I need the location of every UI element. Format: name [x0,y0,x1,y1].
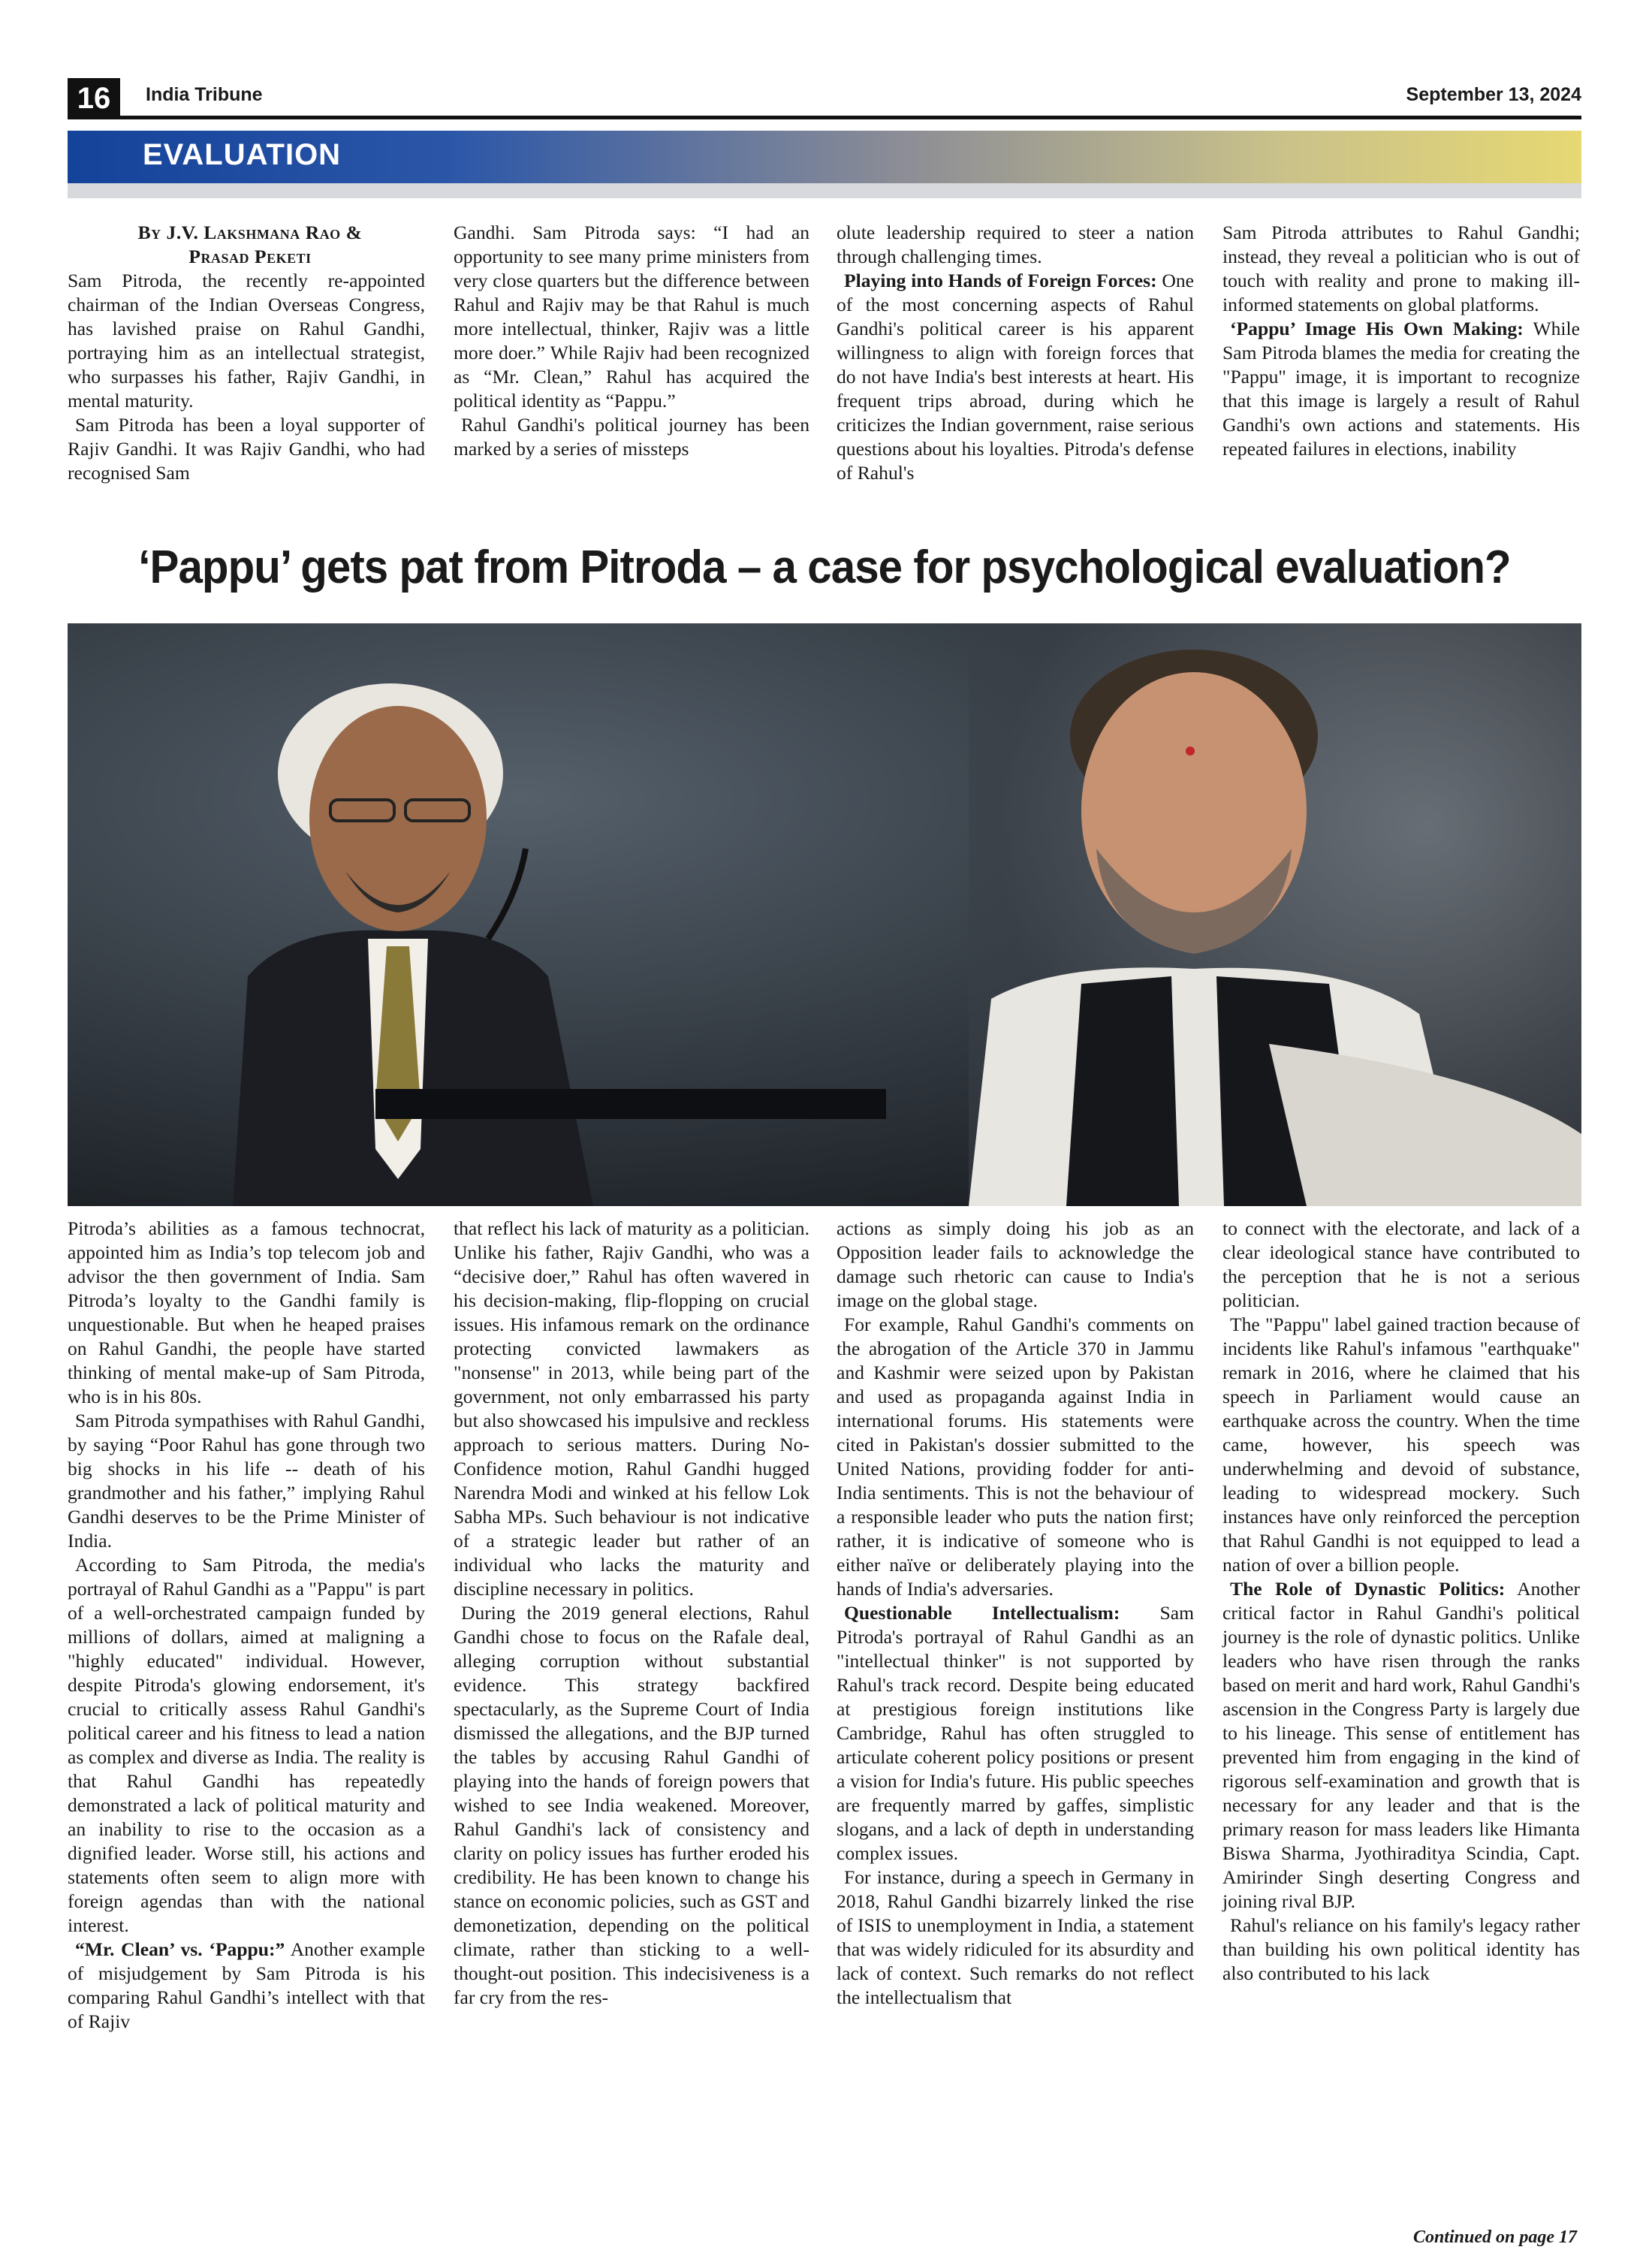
paragraph: Sam Pitroda, the recently re-appointed chairman of the Indian Overseas Congress, has lavished praise on Rahul Gandhi, portraying him as an intellectual strategist, who surpasses his father, Rajiv Gandhi, in mental maturity. [68,270,425,412]
article-column-4-top [1222,221,1580,461]
paragraph-text: Another critical factor in Rahul Gandhi's political journey is the role of dynastic politics. Unlike leaders who have risen through the ranks based on merit and hard work, Rahul Gandhi's ascension in the Congress Party is largely due to his lineage. This sense of entitlement has prevented him from engaging in the kind of rigorous self-examination and growth that is necessary for any leader and that is the primary reason for mass leaders like Himanta Biswa Sharma, Jyothiraditya Scindia, Capt. Amirinder Singh deserting Congress and joining rival BJP. [1222,1578,1580,1912]
paragraph: to connect with the electorate, and lack of a clear ideological stance have contributed to the perception that he is not a serious politician. [1222,1217,1580,1311]
paragraph: Gandhi. Sam Pitroda says: “I had an opportunity to see many prime ministers from very close quarters but the difference between Rahul and Rajiv may be that Rahul is much more intellectual, thinker, Rajiv was a little more doer.” While Rajiv had been recognized as “Mr. Clean,” Rahul has acquired the political identity as “Pappu.” [454,222,809,412]
subheading: ‘Pappu’ Image His Own Making: [1230,318,1524,339]
article-column-3-top [837,221,1194,485]
paragraph: Rahul Gandhi's political journey has been marked by a series of missteps [454,414,809,460]
subheading: The Role of Dynastic Politics: [1230,1578,1506,1600]
article-headline: ‘Pappu’ gets pat from Pitroda – a case for psychological evaluation? [138,541,1511,593]
article-column-4-bottom [1222,1217,1580,1986]
continued-note[interactable]: Continued on page 17 [1412,2227,1577,2247]
subheading: Playing into Hands of Foreign Forces: [844,270,1157,291]
paragraph [1222,1577,1580,1914]
section-underline [68,183,1581,198]
section-banner [68,131,1581,183]
paragraph: that reflect his lack of maturity as a politician. Unlike his father, Rajiv Gandhi, who was a “decisive doer,” Rahul has often wavered in his decision-making, flip-flopping on crucial issues. His infamous remark on the ordinance protecting convicted lawmakers as "nonsense" in 2013, while being part of the government, not only embarrassed his party but also showcased his impulsive and reckless approach to serious matters. During No-Confidence motion, Rahul Gandhi hugged Narendra Modi and winked at his fellow Lok Sabha MPs. Such behaviour is not indicative of a strategic leader but rather of an individual who lacks the maturity and discipline necessary in politics. [454,1217,809,1600]
byline-line-1: By J.V. Lakshmana Rao & [137,222,363,243]
article-column-3-bottom [837,1217,1194,2010]
article-column-2-bottom [454,1217,809,2010]
paragraph [837,1601,1194,1865]
paragraph: Sam Pitroda attributes to Rahul Gandhi; instead, they reveal a politician who is out of touch with reality and prone to making ill-informed statements on global platforms. [1222,222,1580,315]
byline-line-2: Prasad Peketi [188,246,312,267]
section-title: EVALUATION [143,138,342,171]
paragraph: olute leadership required to steer a nation through challenging times. [837,222,1194,267]
issue-date: September 13, 2024 [1406,84,1581,105]
paragraph: Pitroda’s abilities as a famous technocrat, appointed him as India’s top telecom job and advisor the then government of India. Sam Pitroda’s loyalty to the Gandhi family is unquestionable. But when he heaped praises on Rahul Gandhi, the people have started thinking of mental make-up of Sam Pitroda, who is in his 80s. [68,1217,425,1407]
paragraph: For example, Rahul Gandhi's comments on the abrogation of the Article 370 in Jammu and Kashmir were seized upon by Pakistan and used as propaganda against India in international forums. His statements were cited in Pakistan's dossier submitted to the United Nations, providing fodder for anti-India sentiments. This is not the behaviour of a responsible leader who puts the nation first; rather, it is indicative of someone who is either naïve or deliberately playing into the hands of India's adversaries. [837,1313,1194,1600]
paragraph: The "Pappu" label gained traction because of incidents like Rahul's infamous "earthquake" remark in 2016, where he claimed that his speech in Parliament would cause an earthquake across the country. When the time came, however, his speech was underwhelming and devoid of substance, leading to widespread mockery. Such instances have only reinforced the perception that Rahul Gandhi is not equipped to lead a nation of over a billion people. [1222,1313,1580,1576]
page-number: 16 [68,78,120,119]
paragraph-text: While Sam Pitroda blames the media for creating the "Pappu" image, it is important to recognize that this image is largely a result of Rahul Gandhi's own actions and statements. His repeated failures in elections, inability [1222,318,1580,460]
article-column-2-top [454,221,809,461]
paragraph-text: Another example of misjudgement by Sam Pitroda is his comparing Rahul Gandhi’s intellect with that of Rajiv [68,1938,426,2032]
subheading: “Mr. Clean’ vs. ‘Pappu:” [75,1938,285,1960]
article-photo [68,623,1581,1206]
paragraph: For instance, during a speech in Germany in 2018, Rahul Gandhi bizarrely linked the rise of ISIS to unemployment in India, a statement that was widely ridiculed for its absurdity and lack of context. Such remarks do not reflect the intellectualism that [837,1866,1194,2008]
masthead [68,75,1581,120]
article-column-1-bottom [68,1217,425,2034]
paragraph: actions as simply doing his job as an Opposition leader fails to acknowledge the damage such rhetoric can cause to India's image on the global stage. [837,1217,1194,1311]
publication-name: India Tribune [146,84,263,105]
paragraph: According to Sam Pitroda, the media's portrayal of Rahul Gandhi as a "Pappu" is part of a well-orchestrated campaign funded by millions of dollars, aimed at maligning a "highly educated" individual. However, despite Pitroda's glowing endorsement, it's crucial to critically assess Rahul Gandhi's political career and his fitness to lead a nation as complex and diverse as India. The reality is that Rahul Gandhi has repeatedly demonstrated a lack of political maturity and an inability to rise to the occasion as a dignified leader. Worse still, his actions and statements often seem to align more with foreign agendas than with the national interest. [68,1554,425,1936]
paragraph [837,269,1194,485]
paragraph: Rahul's reliance on his family's legacy rather than building his own political identity has also contributed to his lack [1222,1914,1580,1984]
paragraph: Sam Pitroda sympathises with Rahul Gandhi, by saying “Poor Rahul has gone through two big shocks in his life -- death of his grandmother and his father,” implying Rahul Gandhi deserves to be the Prime Minister of India. [68,1410,425,1552]
paragraph [1222,317,1580,461]
article-column-1-top [68,221,425,485]
paragraph-text: Sam Pitroda's portrayal of Rahul Gandhi as an "intellectual thinker" is not supported by Rahul's track record. Despite being educated at prestigious foreign institutions like Cambridge, Rahul has often struggled to articulate coherent policy positions or present a vision for India's future. His public speeches are frequently marred by gaffes, simplistic slogans, and a lack of depth in understanding complex issues. [837,1602,1194,1864]
subheading: Questionable Intellectualism: [844,1602,1120,1624]
header-rule [68,116,1581,119]
paragraph [68,1938,425,2034]
paragraph-text: One of the most concerning aspects of Rahul Gandhi's political career is his apparent willingness to align with foreign forces that do not have India's best interests at heart. His frequent trips abroad, during which he criticizes the Indian government, raise serious questions about his loyalties. Pitroda's defense of Rahul's [837,270,1194,484]
paragraph: Sam Pitroda has been a loyal supporter of Rajiv Gandhi. It was Rajiv Gandhi, who had recognised Sam [68,414,425,484]
photo-illustration [68,623,1581,1206]
paragraph: During the 2019 general elections, Rahul Gandhi chose to focus on the Rafale deal, alleging corruption without substantial evidence. This strategy backfired spectacularly, as the Supreme Court of India dismissed the allegations, and the BJP turned the tables by accusing Rahul Gandhi of playing into the hands of foreign powers that wished to see India weakened. Moreover, Rahul Gandhi's lack of consistency and clarity on policy issues has further eroded his credibility. He has been known to change his stance on economic policies, such as GST and demonetization, depending on the political climate, rather than sticking to a well-thought-out position. This indecisiveness is a far cry from the res- [454,1602,809,2008]
